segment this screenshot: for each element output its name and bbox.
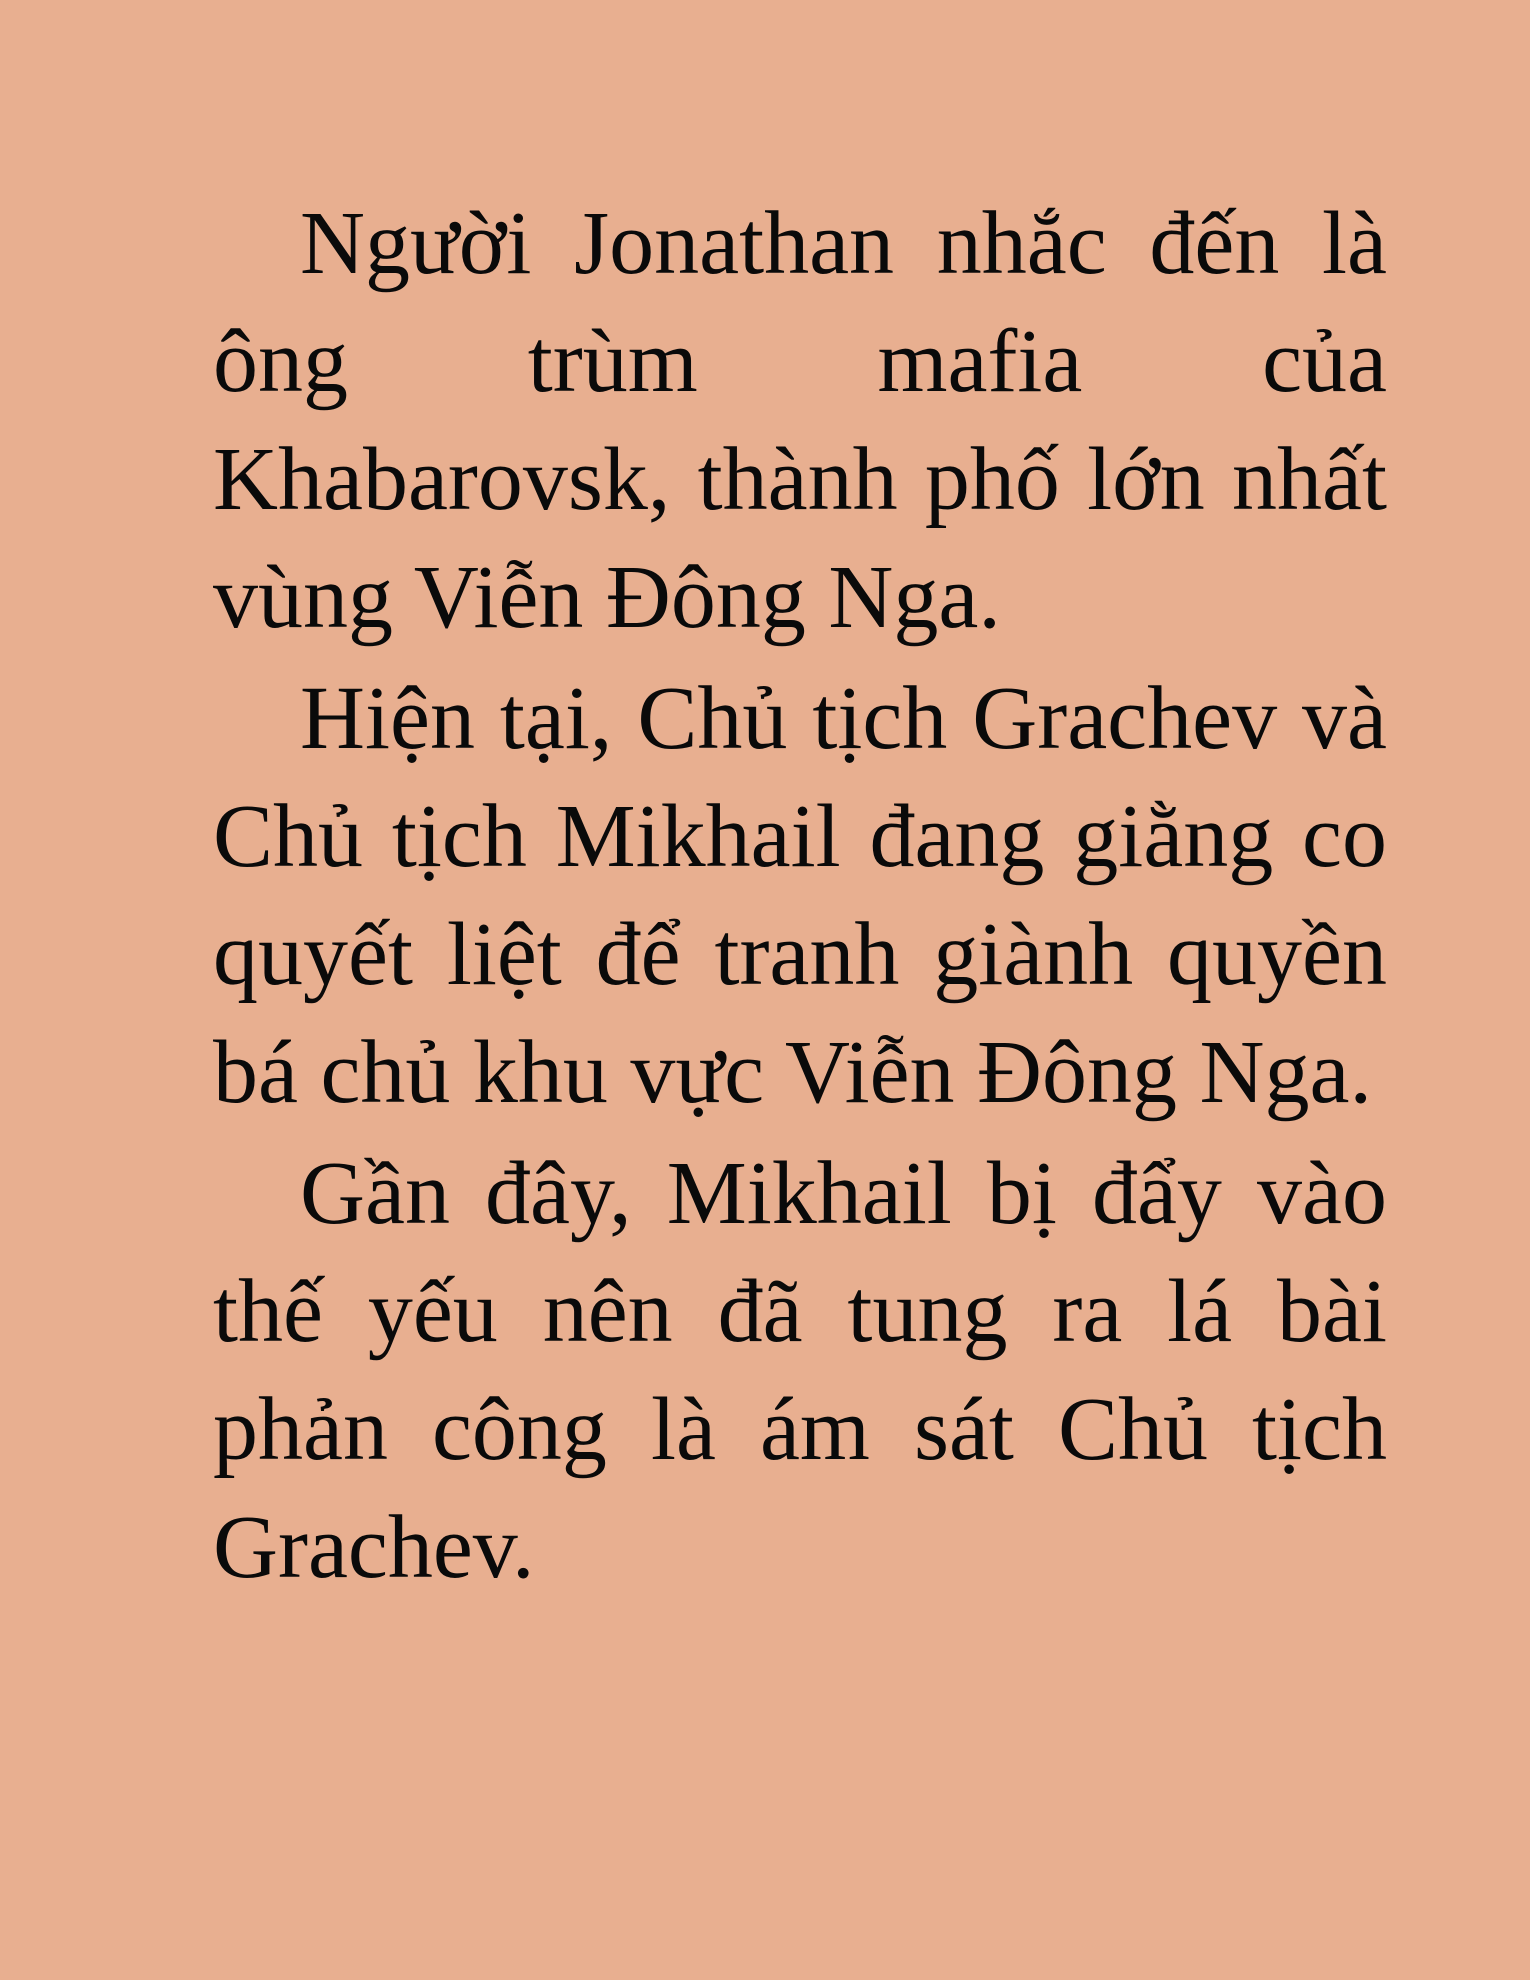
paragraph-3: Gần đây, Mikhail bị đẩy vào thế yếu nên đã tung ra lá bài phản công là ám sát Chủ tịch Grachev. [213,1144,1387,1597]
page-text [213,185,1387,1610]
paragraph-2: Hiện tại, Chủ tịch Grachev và Chủ tịch Mikhail đang giằng co quyết liệt để tranh giành quyền bá chủ khu vực Viễn Đông Nga. [213,669,1387,1122]
paragraph-1: Người Jonathan nhắc đến là ông trùm mafia của Khabarovsk, thành phố lớn nhất vùng Viễn Đông Nga. [213,194,1387,647]
